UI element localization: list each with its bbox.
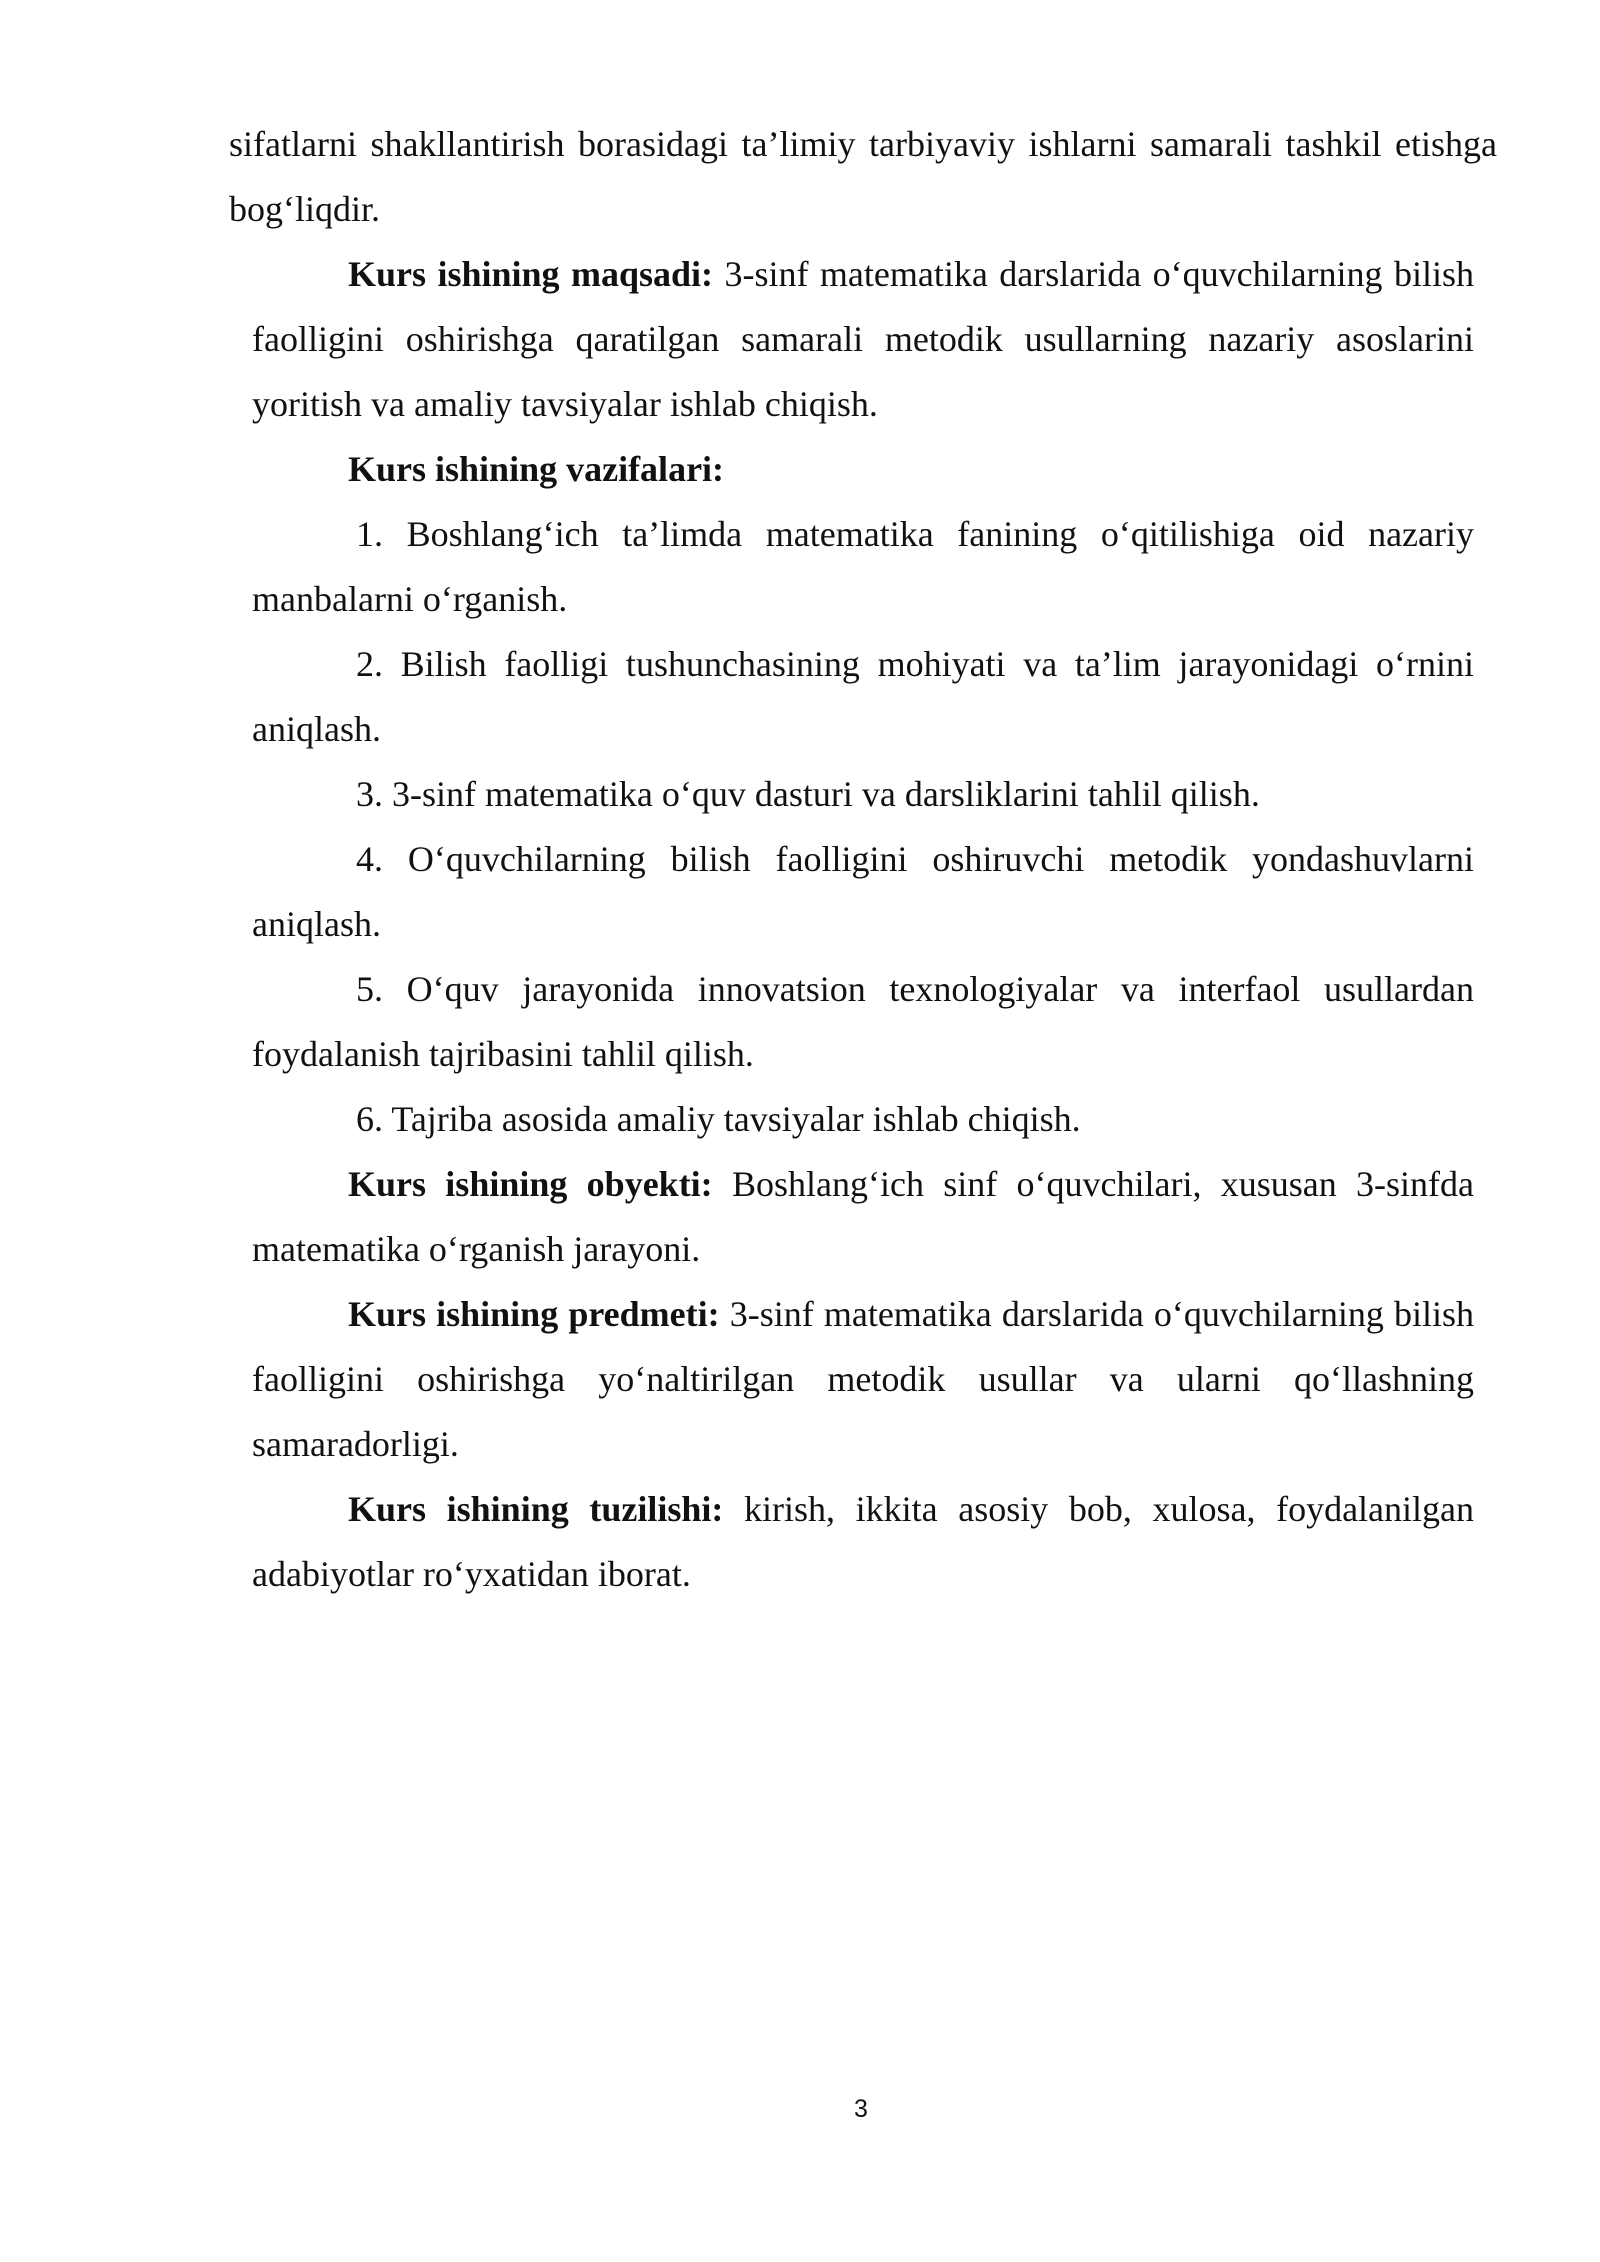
structure-paragraph	[252, 1477, 1474, 1607]
subject-paragraph	[252, 1282, 1474, 1477]
structure-label: Kurs ishining tuzilishi:	[348, 1489, 724, 1529]
object-text: Boshlang‘ich sinf o‘quvchilari, xususan 3-sinfda matematika o‘rganish jarayoni.	[252, 1164, 1475, 1269]
task-item-1: 1. Boshlang‘ich ta’limda matematika fanining o‘qitilishiga oid nazariy manbalarni o‘rganish.	[252, 514, 1474, 619]
goal-text: 3-sinf matematika darslarida o‘quvchilarning bilish faolligini oshirishga qaratilgan samarali metodik usullarning nazariy asoslarini yoritish va amaliy tavsiyalar ishlab chiqish.	[252, 254, 1475, 424]
object-paragraph	[252, 1152, 1474, 1282]
task-item-5: 5. O‘quv jarayonida innovatsion texnologiyalar va interfaol usullardan foydalanish tajribasini tahlil qilish.	[252, 969, 1474, 1074]
task-item-2: 2. Bilish faolligi tushunchasining mohiyati va ta’lim jarayonidagi o‘rnini aniqlash.	[252, 644, 1474, 749]
tasks-label: Kurs ishining vazifalari:	[348, 449, 725, 489]
goal-label: Kurs ishining maqsadi:	[348, 254, 714, 294]
subject-text: 3-sinf matematika darslarida o‘quvchilarning bilish faolligini oshirishga yo‘naltirilgan metodik usullar va ularni qo‘llashning samaradorligi.	[252, 1294, 1474, 1464]
task-item-3: 3. 3-sinf matematika o‘quv dasturi va darsliklarini tahlil qilish.	[356, 774, 1260, 814]
page-number: 3	[854, 2095, 868, 2123]
structure-text: kirish, ikkita asosiy bob, xulosa, foydalanilgan adabiyotlar ro‘yxatidan iborat.	[252, 1489, 1475, 1594]
subject-label: Kurs ishining predmeti:	[348, 1294, 720, 1334]
document-body	[229, 112, 1497, 1607]
intro-paragraph: sifatlarni shakllantirish borasidagi ta’limiy tarbiyaviy ishlarni samarali tashkil etishga bog‘liqdir.	[229, 124, 1497, 229]
tasks-heading	[252, 437, 1474, 502]
goal-paragraph	[252, 242, 1474, 437]
object-label: Kurs ishining obyekti:	[348, 1164, 713, 1204]
task-item-4: 4. O‘quvchilarning bilish faolligini oshiruvchi metodik yondashuvlarni aniqlash.	[252, 839, 1474, 944]
task-item-6: 6. Tajriba asosida amaliy tavsiyalar ishlab chiqish.	[356, 1099, 1081, 1139]
